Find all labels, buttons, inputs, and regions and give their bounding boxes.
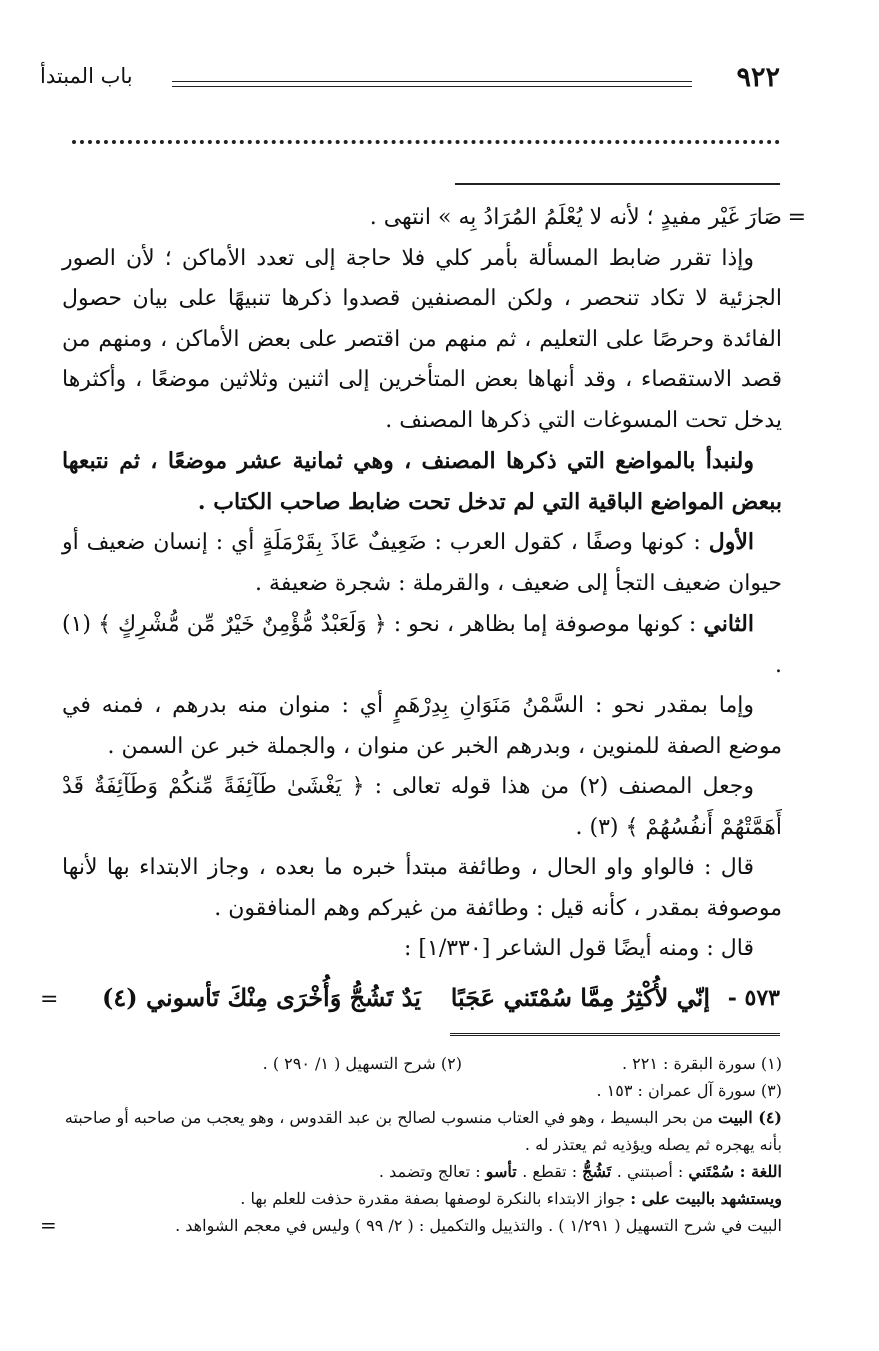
footnotes	[40, 1050, 782, 1239]
footnote-shahid	[62, 1185, 782, 1212]
paragraph-6: وإما بمقدر نحو : السَّمْنُ مَنَوَانِ بِدِرْهَمٍ أي : منوان منه بدرهم ، فمنه في موضع الصفة للمنوين ، وبدرهم الخبر عن منوان ، والجملة خبر عن السمن .	[62, 693, 782, 759]
footnote-separator	[450, 1033, 780, 1038]
paragraph-5	[62, 604, 782, 686]
short-rule	[455, 183, 780, 185]
paragraph-4-text: : كونها وصفًا ، كقول العرب : ضَعِيفٌ عَاذَ بِقَرْمَلَةٍ أي : إنسان ضعيف أو حيوان ضعيف التجأ إلى ضعيف ، والقرملة : شجرة ضعيفة .	[62, 530, 782, 596]
verse-continuation-mark: =	[40, 987, 59, 1012]
footnote-4-label: (٤) البيت	[718, 1108, 782, 1127]
lugha-meaning-3: : تعالج وتضمد .	[378, 1162, 486, 1181]
shahid-text: جواز الابتداء بالنكرة لوصفها بصفة مقدرة حذفت للعلم بها .	[240, 1189, 631, 1208]
paragraph-5-text: : كونها موصوفة إما بظاهر ، نحو : ﴿ وَلَعَبْدٌ مُّؤْمِنٌ خَيْرٌ مِّن مُّشْرِكٍ ﴾ (١) .	[62, 612, 782, 678]
verse-number: ٥٧٣ -	[727, 985, 780, 1011]
continuation-mark: =	[787, 205, 806, 230]
lugha-word-3: تأسو	[485, 1162, 523, 1181]
paragraph-2: وإذا تقرر ضابط المسألة بأمر كلي فلا حاجة إلى تعدد الأماكن ؛ لأن الصور الجزئية لا تكاد تنحصر ، ولكن المصنفين قصدوا ذكرها تنبيهًا على بيان حصول الفائدة وحرصًا على التعليم ، ثم منهم من اقتصر على بعض الأماكن ، ومنهم من قصد الاستقصاء ، وقد أنهاها بعض المتأخرين إلى اثنين وثلاثين موضعًا ، وأكثرها يدخل تحت المسوغات التي ذكرها المصنف .	[62, 245, 782, 433]
lugha-label: اللغة :	[739, 1162, 782, 1181]
footnote-continuation-mark: =	[40, 1213, 57, 1237]
footnote-4-text: من بحر البسيط ، وهو في العتاب منسوب لصالح بن عبد القدوس ، وهو يعجب من صاحبه أو صاحبته بأنه يهجره ثم يصله ويؤذيه ثم يعتذر له .	[64, 1108, 782, 1154]
body-text	[62, 198, 806, 970]
lugha-meaning-2: : تقطع .	[522, 1162, 583, 1181]
second-label: الثاني	[703, 611, 754, 637]
footnote-1: (١) سورة البقرة : ٢٢١ .	[621, 1054, 782, 1073]
footnote-sources-text: البيت في شرح التسهيل ( ١/٢٩١ ) . والتذييل والتكميل : ( ٢/ ٩٩ ) وليس في معجم الشواهد .	[175, 1216, 782, 1235]
shahid-label: ويستشهد بالبيت على :	[630, 1189, 782, 1208]
paragraph-3: ولنبدأ بالمواضع التي ذكرها المصنف ، وهي ثمانية عشر موضعًا ، ثم نتبعها ببعض المواضع الباقية التي لم تدخل تحت ضابط صاحب الكتاب .	[62, 448, 782, 515]
poetry-verse	[40, 983, 780, 1027]
section-title: باب المبتدأ	[40, 64, 133, 88]
lugha-meaning-1: : أصبتني .	[616, 1162, 689, 1181]
verse-hemistich-1: إنّي لأُكْثِرُ مِمَّا سُمْتَني عَجَبًا	[450, 983, 710, 1012]
footnote-sources	[40, 1212, 782, 1239]
footnote-row-1	[62, 1050, 782, 1077]
first-label: الأول	[708, 529, 754, 555]
footnote-3: (٣) سورة آل عمران : ١٥٣ .	[596, 1081, 782, 1100]
paragraph-4	[62, 522, 782, 604]
paragraph-1-text: صَارَ غَيْر مفيدٍ ؛ لأنه لا يُعْلَمُ المُرَادُ بِه » انتهى .	[369, 205, 782, 230]
paragraph-1	[62, 198, 806, 239]
page-header	[40, 62, 780, 102]
page-number: ٩٢٢	[736, 62, 780, 93]
footnote-lugha	[62, 1158, 782, 1185]
footnote-2: (٢) شرح التسهيل ( ١/ ٢٩٠ ) .	[262, 1054, 462, 1073]
paragraph-8: قال : فالواو واو الحال ، وطائفة مبتدأ خبره ما بعده ، وجاز الابتداء بها لأنها موصوفة بمقدر ، كأنه قيل : وطائفة من غيركم وهم المنافقون .	[62, 855, 782, 921]
paragraph-9: قال : ومنه أيضًا قول الشاعر [١/٣٣٠] :	[404, 936, 754, 961]
dotted-separator	[72, 140, 780, 148]
lugha-word-2: تَشُجُّ	[582, 1162, 617, 1181]
verse-hemistich-2: يَدٌ تَشُجُّ وَأُخْرَى مِنْكَ تَأسوني (٤)	[102, 983, 421, 1012]
header-rule	[172, 81, 692, 87]
lugha-word-1: سُمْتَني	[688, 1162, 740, 1181]
footnote-4	[62, 1104, 782, 1158]
paragraph-7: وجعل المصنف (٢) من هذا قوله تعالى : ﴿ يَغْشَىٰ طَآئِفَةً مِّنكُمْ وَطَآئِفَةٌ قَدْ أَهَمَّتْهُمْ أَنفُسُهُمْ ﴾ (٣) .	[62, 774, 782, 840]
